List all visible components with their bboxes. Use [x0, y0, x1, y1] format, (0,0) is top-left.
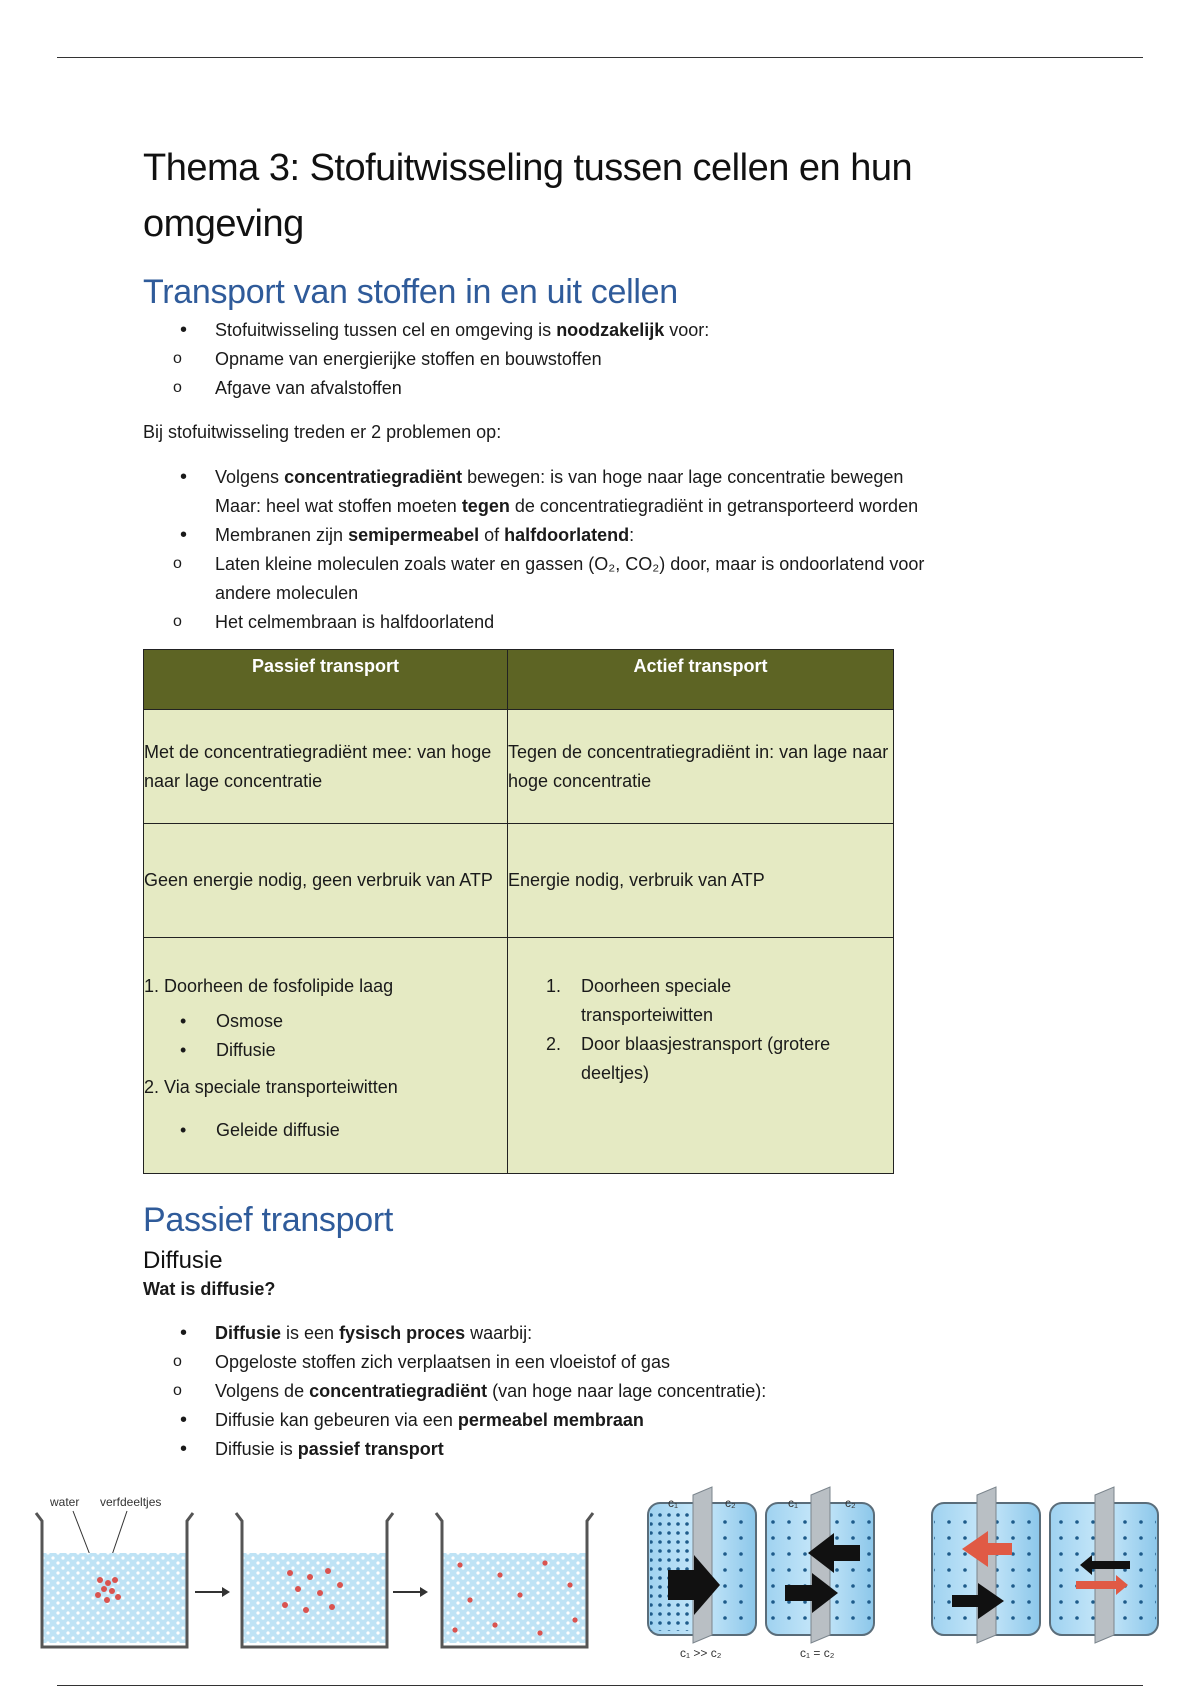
membrane-cylinder-high-gradient — [648, 1487, 756, 1660]
cell-numbered-list — [508, 972, 838, 1088]
table-row — [144, 710, 894, 824]
sub-list — [143, 1348, 1103, 1406]
beaker-3 — [436, 1513, 593, 1647]
cell-item: 1. Doorheen de fosfolipide laag — [144, 976, 394, 996]
header-active: Actief transport — [508, 650, 894, 710]
cell-bullets — [144, 1116, 507, 1145]
list-item: 2. Door blaasjestransport (grotere deeltjes) — [546, 1034, 831, 1083]
bullet-list — [143, 463, 1103, 637]
arrow-right-icon — [195, 1587, 230, 1597]
leader-line — [112, 1511, 127, 1555]
table-row — [144, 938, 894, 1174]
list-item: • Stofuitwisseling tussen cel en omgeving is noodzakelijk voor: o Opname van energierijke stoffen en bouwstoffen o Afgave van afvalstoffen — [143, 316, 1103, 403]
list-item: • Diffusie is passief transport — [143, 1435, 1103, 1464]
svg-text:c₁: c₁ — [788, 1496, 799, 1510]
leader-line — [73, 1511, 90, 1555]
list-item: o Het celmembraan is halfdoorlatend — [143, 608, 1103, 637]
membrane-cylinder-equilibrium — [766, 1487, 874, 1660]
list-item: • Geleide diffusie — [144, 1116, 507, 1145]
bullet-list — [143, 316, 1103, 403]
list-item: o Laten kleine moleculen zoals water en gassen (O₂, CO₂) door, maar is ondoorlatend voor andere moleculen — [143, 550, 955, 608]
problems-intro: Bij stofuitwisseling treden er 2 problemen op: — [143, 422, 502, 442]
comparison-table-wrap — [143, 649, 893, 1174]
section-heading-transport: Transport van stoffen in en uit cellen — [143, 273, 678, 311]
list-item: o Opgeloste stoffen zich verplaatsen in een vloeistof of gas — [143, 1348, 1103, 1377]
svg-text:c₂: c₂ — [845, 1496, 856, 1510]
list-item: • Membranen zijn semipermeabel of halfdoorlatend: o Laten kleine moleculen zoals water en gassen (O₂, CO₂) door, maar is ondoorlatend voor andere moleculen o Het celmembraan is halfdoorlatend — [143, 521, 1103, 637]
arrow-right-icon — [393, 1587, 428, 1597]
comparison-table — [143, 649, 894, 1174]
svg-text:c₂: c₂ — [725, 1496, 736, 1510]
cell-bullets — [144, 1007, 507, 1065]
bullet-list — [143, 1319, 1103, 1464]
bottom-rule — [57, 1685, 1143, 1686]
top-rule — [57, 57, 1143, 58]
list-item: • Volgens concentratiegradiënt bewegen: is van hoge naar lage concentratie bewegen Maar: heel wat stoffen moeten tegen de concentratiegradiënt in getransporteerd worden — [143, 463, 1103, 521]
list-item: o Volgens de concentratiegradiënt (van hoge naar lage concentratie): — [143, 1377, 1103, 1406]
svg-text:c₁: c₁ — [668, 1496, 679, 1510]
table-cell: Energie nodig, verbruik van ATP — [508, 824, 894, 938]
label-dye: verfdeeltjes — [100, 1495, 162, 1509]
list-item: • Diffusie kan gebeuren via een permeabel membraan — [143, 1406, 1103, 1435]
sub-list — [143, 550, 1103, 637]
table-cell: Geen energie nodig, geen verbruik van ATP — [144, 824, 508, 938]
cell-item: 2. Via speciale transporteiwitten — [144, 1077, 398, 1097]
label-water: water — [50, 1495, 80, 1509]
list-item: • Diffusie is een fysisch proces waarbij: o Opgeloste stoffen zich verplaatsen in een vloeistof of gas o Volgens de concentratiegradiënt (van hoge naar lage concentratie): — [143, 1319, 1103, 1406]
question-diffusion: Wat is diffusie? — [143, 1279, 276, 1299]
subheading-diffusion: Diffusie — [143, 1247, 223, 1274]
document-body — [143, 140, 1103, 1464]
beaker-2 — [236, 1513, 393, 1647]
table-cell: Tegen de concentratiegradiënt in: van lage naar hoge concentratie — [508, 710, 894, 824]
list-item: • Diffusie — [144, 1036, 507, 1065]
section-heading-passive: Passief transport — [143, 1201, 394, 1239]
table-cell — [144, 938, 508, 1174]
table-cell — [508, 938, 894, 1174]
table-cell: Met de concentratiegradiënt mee: van hoge naar lage concentratie — [144, 710, 508, 824]
list-item: o Opname van energierijke stoffen en bouwstoffen — [143, 345, 1103, 374]
membrane-cylinder-exchange — [1050, 1487, 1158, 1643]
table-row — [144, 824, 894, 938]
list-item: 1. Doorheen speciale transporteiwitten — [546, 976, 732, 1025]
page-title: Thema 3: Stofuitwisseling tussen cellen en hun omgeving — [143, 147, 913, 245]
beaker-1 — [36, 1513, 193, 1647]
header-passive: Passief transport — [144, 650, 508, 710]
sub-list — [143, 345, 1103, 403]
table-header-row — [144, 650, 894, 710]
caption-equilibrium: c₁ = c₂ — [800, 1646, 835, 1660]
list-item: • Osmose — [144, 1007, 507, 1036]
list-item: o Afgave van afvalstoffen — [143, 374, 1103, 403]
membrane-cylinder-active — [932, 1487, 1040, 1643]
caption-gradient: c₁ >> c₂ — [680, 1646, 722, 1660]
diffusion-figures — [0, 1485, 1200, 1665]
